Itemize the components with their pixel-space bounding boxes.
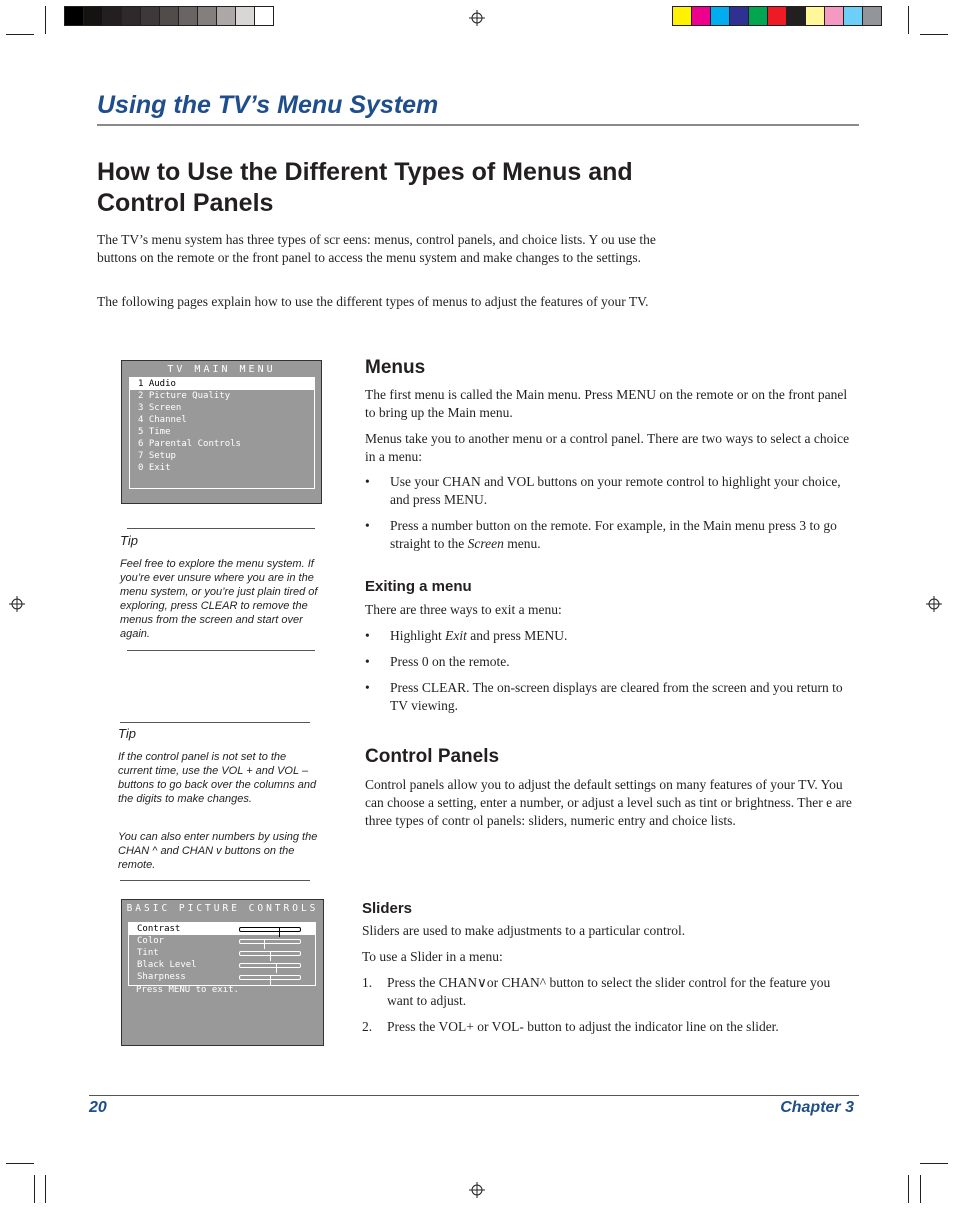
registration-mark-icon — [9, 596, 25, 612]
crop-mark — [908, 6, 909, 34]
intro-paragraph-1: The TV’s menu system has three types of scr eens: menus, control panels, and choice lists. Y ou use the buttons on the remote or the front panel to access the menu system and make changes to the settings. — [97, 232, 656, 265]
menus-bullet-list — [365, 473, 859, 561]
list-item: • Press CLEAR. The on-screen displays are cleared from the screen and you return to TV viewing. — [365, 679, 859, 715]
list-item: 1. Press the CHAN∨or CHAN^ button to select the slider control for the feature you want to adjust. — [362, 975, 831, 1008]
menu-item[interactable]: 7 Setup — [138, 451, 176, 461]
tip-text: You can also enter numbers by using the CHAN ^ and CHAN v buttons on the remote. — [118, 831, 318, 871]
color-swatch — [692, 7, 711, 25]
menu-item[interactable]: 0 Exit — [138, 463, 171, 473]
slider-track[interactable] — [239, 963, 301, 968]
slider-track[interactable] — [239, 939, 301, 944]
tv-main-menu-screen — [121, 360, 322, 504]
registration-mark-icon — [469, 1182, 485, 1198]
page-heading: How to Use the Different Types of Menus and Control Panels — [97, 158, 633, 217]
control-panels-heading: Control Panels — [365, 746, 500, 767]
menu-item[interactable]: 5 Time — [138, 427, 171, 437]
tip-rule — [120, 880, 310, 881]
color-swatch — [711, 7, 730, 25]
process-color-bar — [672, 6, 882, 26]
sliders-paragraph-2: To use a Slider in a menu: — [362, 949, 503, 964]
screen-title: TV MAIN MENU — [167, 364, 276, 375]
exiting-menu-heading: Exiting a menu — [365, 578, 472, 595]
color-swatch — [179, 7, 198, 25]
tip-rule — [127, 528, 315, 529]
exit-instruction: Press MENU to exit. — [136, 985, 239, 995]
color-swatch — [844, 7, 863, 25]
grayscale-color-bar — [64, 6, 274, 26]
slider-control-list — [128, 922, 316, 986]
footer-rule — [89, 1095, 859, 1096]
color-swatch — [160, 7, 179, 25]
main-menu-list — [129, 377, 315, 489]
menus-heading: Menus — [365, 357, 426, 378]
color-swatch — [103, 7, 122, 25]
sliders-steps-list — [362, 974, 859, 1044]
slider-control[interactable] — [129, 923, 315, 935]
slider-label: Black Level — [137, 960, 197, 970]
page-number: 20 — [89, 1099, 107, 1116]
color-swatch — [863, 7, 881, 25]
slider-track[interactable] — [239, 951, 301, 956]
crop-mark — [45, 6, 46, 34]
menu-item[interactable]: 6 Parental Controls — [138, 439, 241, 449]
registration-mark-icon — [926, 596, 942, 612]
color-swatch — [84, 7, 103, 25]
color-swatch — [825, 7, 844, 25]
intro-paragraph-2: The following pages explain how to use the different types of menus to adjust the features of your TV. — [97, 294, 649, 309]
tip-rule — [127, 650, 315, 651]
exiting-intro: There are three ways to exit a menu: — [365, 602, 562, 617]
tip-label: Tip — [120, 533, 138, 548]
slider-control[interactable] — [129, 935, 315, 947]
color-swatch — [787, 7, 806, 25]
color-swatch — [122, 7, 141, 25]
color-swatch — [806, 7, 825, 25]
slider-control[interactable] — [129, 971, 315, 983]
crop-mark — [908, 1175, 909, 1203]
color-swatch — [141, 7, 160, 25]
list-item: • Press 0 on the remote. — [365, 653, 859, 671]
slider-track[interactable] — [239, 975, 301, 980]
menus-paragraph-1: The first menu is called the Main menu. Press MENU on the remote or on the front panel to bring up the Main menu. — [365, 387, 848, 420]
menu-item[interactable]: 3 Screen — [138, 403, 182, 413]
basic-picture-controls-screen — [121, 899, 324, 1046]
sliders-heading: Sliders — [362, 900, 413, 917]
crop-mark — [45, 1175, 46, 1203]
color-swatch — [65, 7, 84, 25]
registration-mark-icon — [469, 10, 485, 26]
crop-mark — [920, 1175, 921, 1203]
tip-rule — [120, 722, 310, 723]
crop-mark — [6, 34, 34, 35]
sliders-paragraph-1: Sliders are used to make adjustments to a particular control. — [362, 923, 686, 938]
chapter-label: Chapter 3 — [780, 1099, 854, 1116]
color-swatch — [198, 7, 217, 25]
section-title: Using the TV’s Menu System — [97, 91, 439, 119]
menu-item[interactable]: 1 Audio — [130, 378, 314, 390]
header-rule — [97, 124, 859, 126]
color-swatch — [768, 7, 787, 25]
slider-control[interactable] — [129, 959, 315, 971]
tip-text: If the control panel is not set to the current time, use the VOL + and VOL – buttons to go back over the columns and the digits to make changes. — [118, 751, 317, 805]
menu-item[interactable]: 4 Channel — [138, 415, 187, 425]
slider-indicator[interactable] — [270, 976, 271, 985]
color-swatch — [236, 7, 255, 25]
color-swatch — [255, 7, 273, 25]
exiting-bullet-list — [365, 627, 859, 723]
control-panels-paragraph: Control panels allow you to adjust the default settings on many features of your TV. You can choose a setting, enter a number, or adjust a level such as tint or brightness. Ther e are three types of contr ol panels: sliders, numeric entry and choice lists. — [365, 777, 852, 828]
color-swatch — [673, 7, 692, 25]
crop-mark — [34, 1175, 35, 1203]
list-item: 2. Press the VOL+ or VOL- button to adjust the indicator line on the slider. — [362, 1019, 779, 1034]
slider-label: Sharpness — [137, 972, 186, 982]
tip-label: Tip — [118, 726, 136, 741]
color-swatch — [749, 7, 768, 25]
list-item: • Press a number button on the remote. For example, in the Main menu press 3 to go straight to the Screen menu. — [365, 517, 859, 553]
menu-item[interactable]: 2 Picture Quality — [138, 391, 231, 401]
color-swatch — [730, 7, 749, 25]
slider-track[interactable] — [239, 927, 301, 932]
menus-paragraph-2: Menus take you to another menu or a control panel. There are two ways to select a choice in a menu: — [365, 431, 850, 464]
crop-mark — [6, 1163, 34, 1164]
slider-control[interactable] — [129, 947, 315, 959]
tip-text: Feel free to explore the menu system. If you’re ever unsure where you are in the menu system, or you’re just plain tired of exploring, press CLEAR to remove the menus from the screen and start over again. — [120, 558, 318, 640]
slider-label: Tint — [137, 948, 159, 958]
color-swatch — [217, 7, 236, 25]
screen-title: BASIC PICTURE CONTROLS — [126, 903, 319, 914]
list-item: • Highlight Exit and press MENU. — [365, 627, 859, 645]
list-item: • Use your CHAN and VOL buttons on your remote control to highlight your choice, and press MENU. — [365, 473, 859, 509]
slider-label: Color — [137, 936, 165, 946]
crop-mark — [920, 1163, 948, 1164]
crop-mark — [920, 34, 948, 35]
slider-label: Contrast — [137, 924, 181, 934]
